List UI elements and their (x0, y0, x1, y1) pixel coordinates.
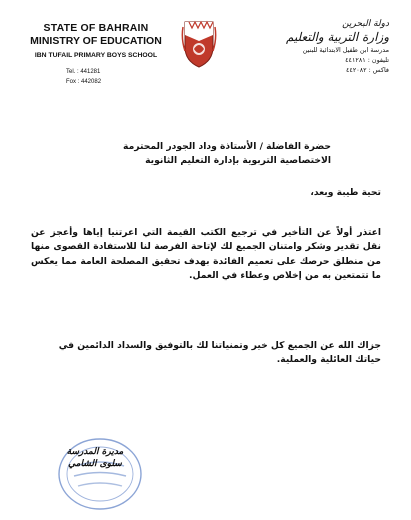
addressee-line-1: حضرة الفاضلة / الأستاذة وداد الجودر المحترمة (123, 141, 331, 152)
letterhead-arabic (239, 18, 389, 75)
fax-ar: فاكس : ٤٤٢٠٨٢ (345, 66, 389, 74)
signature-block (40, 446, 150, 470)
signature-title: مديرة المدرسة (66, 447, 124, 457)
ministry-name-ar: وزارة التربية والتعليم (285, 30, 389, 44)
addressee-block (31, 140, 331, 168)
body-paragraph-1: اعتذر أولاً عن التأخير في ترجيع الكتب القيمة التي اعرتنيا إياها وأعجز عن نقل تقدير وشكر وامتنان الجميع لك لإتاحة الفرصة لنا للاستفادة القصوى منها من منطلق حرصك على تعميم الفائدة بهدف تحقيق المصلحة العامة مما يعكس ما تتمتعين به من إخلاص وعطاء في العمل. (31, 227, 381, 282)
state-name-ar: دولة البحرين (342, 19, 389, 29)
bahrain-emblem-icon (181, 19, 217, 69)
signature-name: سلوى الشامي (68, 459, 122, 469)
letterhead-english (26, 22, 166, 61)
state-name-en: STATE OF BAHRAIN (43, 22, 149, 34)
telephone-en: Tel. : 441281 (66, 69, 101, 75)
ministry-name-en: MINISTRY OF EDUCATION (30, 35, 162, 47)
fax-en: Fox : 442082 (66, 79, 102, 85)
greeting: تحية طيبة وبعد، (310, 187, 381, 198)
school-name-ar: مدرسة ابن طفيل الابتدائية للبنين (302, 46, 389, 54)
school-name-en: IBN TUFAIL PRIMARY BOYS SCHOOL (34, 52, 158, 59)
telephone-ar: تليفون : ٤٤١٢٨١ (345, 56, 389, 64)
body-paragraph-2: جزاك الله عن الجميع كل خير وتمنياتنا لك بالتوفيق والسداد الدائمين في حياتك العائلية والعملية. (58, 340, 381, 366)
addressee-line-2: الاختصاصية التربوية بإدارة التعليم الثانوية (145, 155, 331, 166)
